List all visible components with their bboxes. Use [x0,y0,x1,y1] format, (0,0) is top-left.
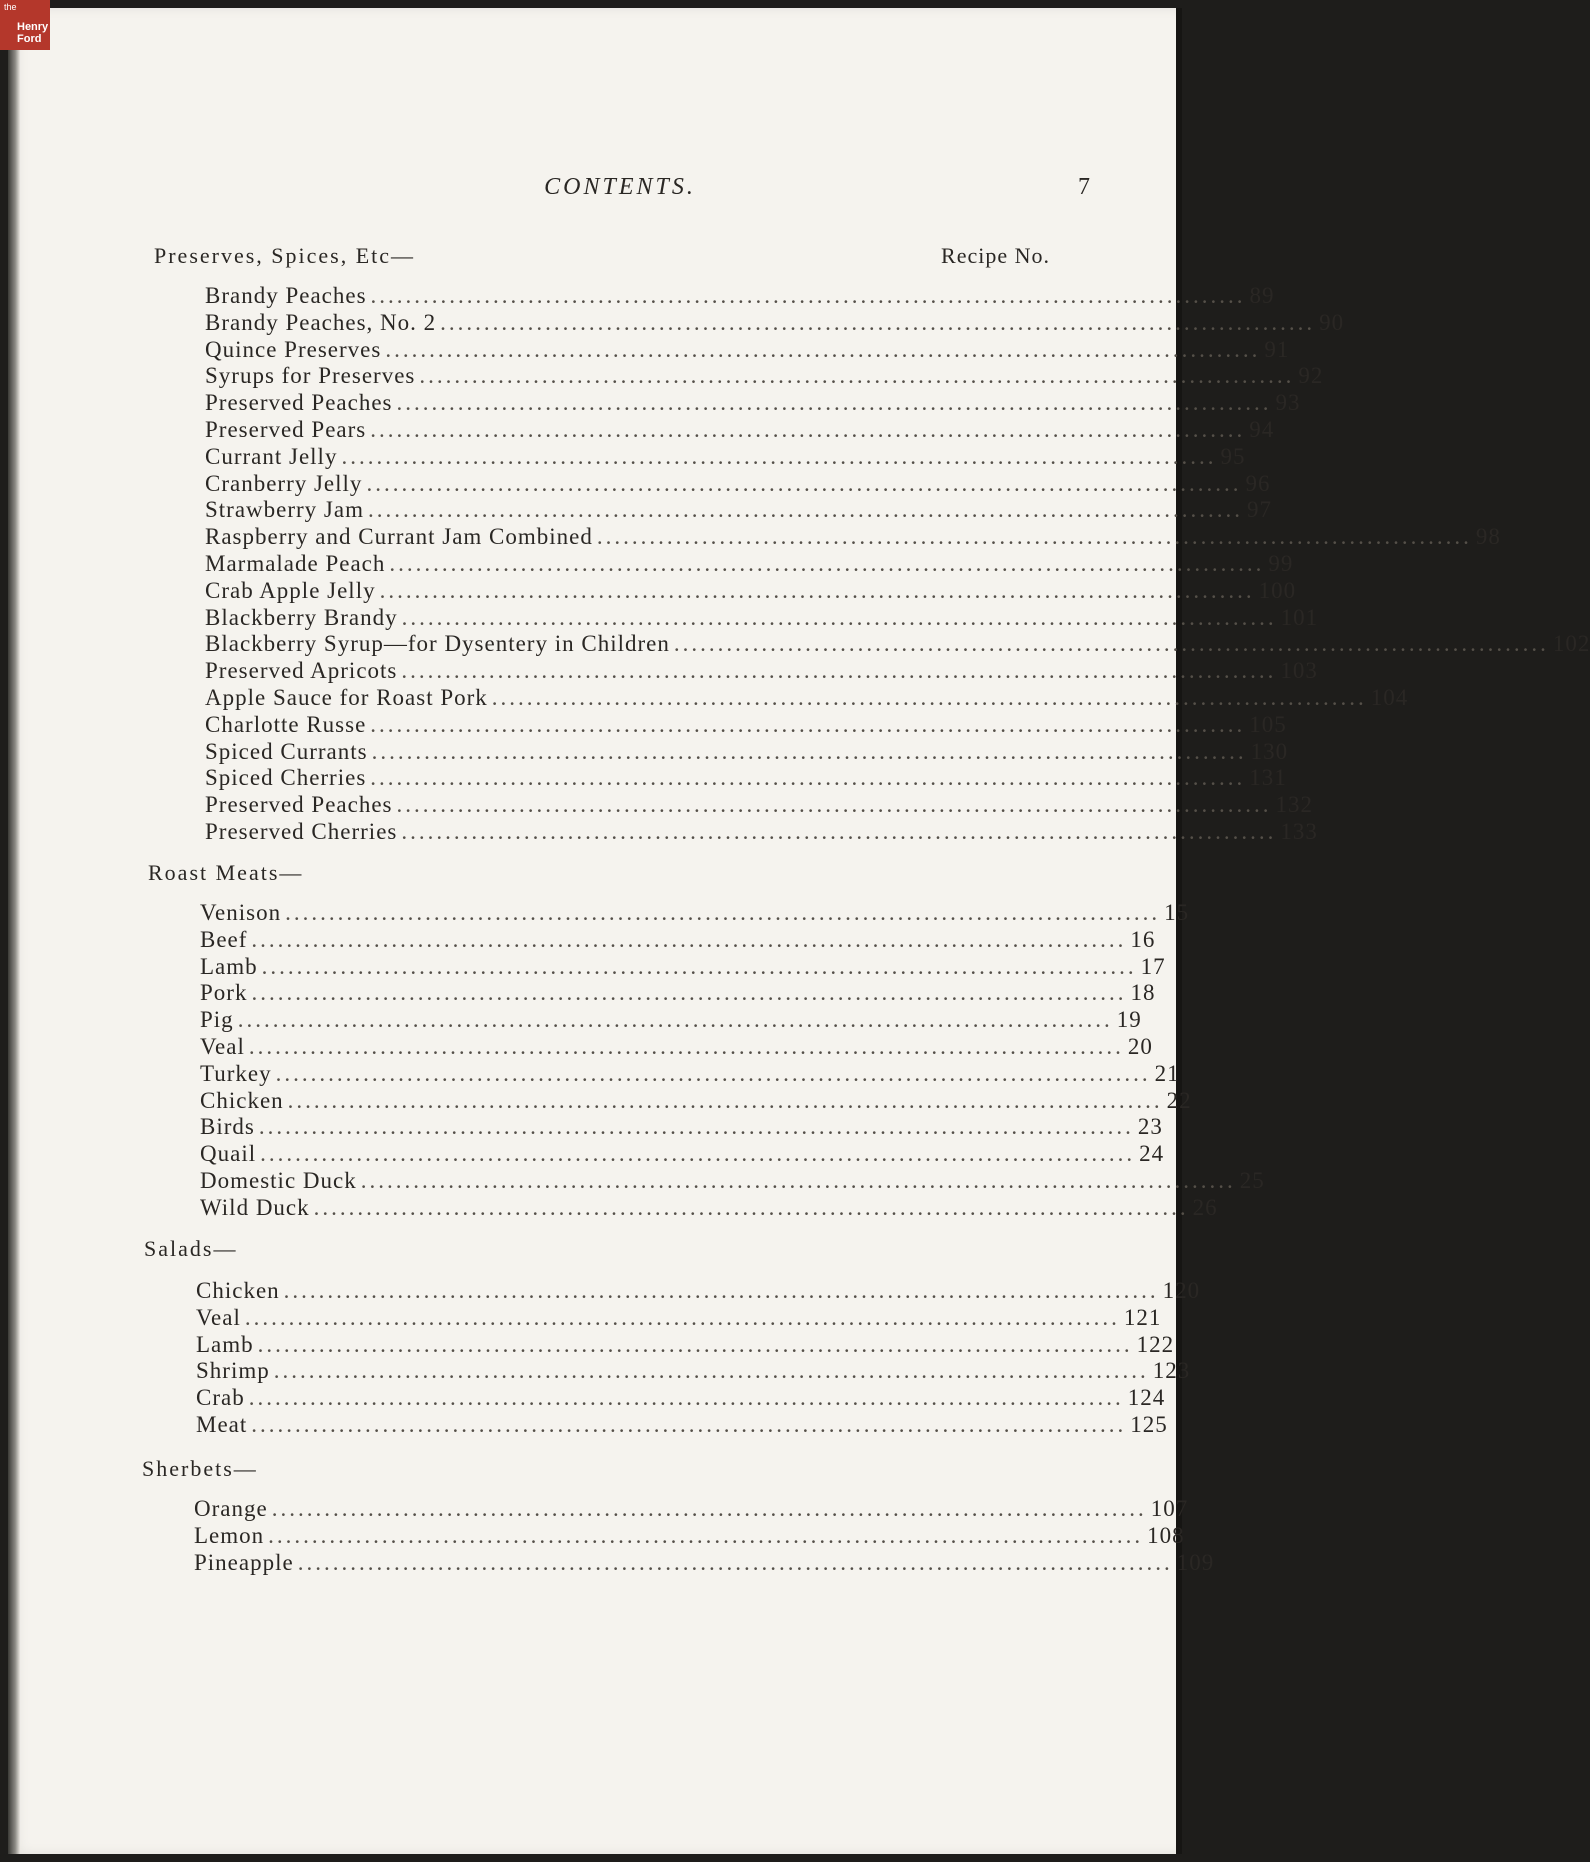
recipe-number: 100 [1258,577,1297,603]
dot-leader: .................................................................................................... [258,1114,1134,1140]
recipe-number: 123 [1152,1358,1191,1384]
recipe-number: 97 [1247,497,1272,523]
toc-entry [194,1496,1189,1523]
dot-leader: .................................................................................................... [673,631,1549,657]
toc-entry [200,980,1156,1007]
toc-entry-name: Veal [196,1304,241,1330]
toc-entry [205,685,1409,712]
toc-entry-name: Quince Preserves [205,336,382,362]
dot-leader: .................................................................................................... [248,1034,1124,1059]
toc-entry-name: Crab Apple Jelly [205,577,376,603]
toc-entry-name: Lemon [194,1522,265,1548]
dot-leader: .................................................................................................... [379,577,1255,603]
toc-entry-name: Preserved Pears [205,417,367,442]
recipe-number: 96 [1245,470,1271,496]
recipe-number: 120 [1162,1278,1201,1303]
section-title: Sherbets— [142,1456,258,1481]
dot-leader: .................................................................................................... [251,926,1127,952]
dot-leader: .................................................................................................... [440,309,1316,335]
toc-entry-name: Shrimp [196,1358,270,1384]
toc-entry-name: Venison [200,900,282,925]
dot-leader: .................................................................................................... [396,792,1272,818]
section-heading-preserves [154,243,1050,271]
toc-entry [205,417,1275,444]
toc-entry [194,1549,1215,1577]
dot-leader: .................................................................................................... [401,819,1277,844]
toc-entry [200,953,1166,981]
dot-leader: .................................................................................................... [366,470,1242,496]
dot-leader: .................................................................................................... [371,738,1247,764]
toc-entry-name: Birds [200,1114,255,1140]
toc-entry [205,765,1287,792]
toc-entry [200,1007,1142,1034]
page-header [150,174,1090,204]
section-heading-salads [144,1236,1050,1264]
toc-entry [205,658,1318,685]
dot-leader: .................................................................................................... [251,1412,1127,1437]
toc-entry-name: Preserved Apricots [205,658,398,684]
toc-entry-name: Preserved Peaches [205,792,393,818]
dot-leader: .................................................................................................... [261,953,1137,979]
logo-text-ford: Ford [17,33,42,45]
toc-entry-name: Apple Sauce for Roast Pork [205,685,488,710]
toc-entry [196,1331,1175,1359]
recipe-number: 101 [1280,604,1319,630]
toc-entry [196,1278,1201,1305]
dot-leader: .................................................................................................... [237,1007,1113,1033]
recipe-number: 93 [1275,390,1301,416]
toc-entry-name: Pig [200,1007,234,1033]
recipe-number: 20 [1127,1034,1153,1059]
recipe-number: 92 [1298,363,1324,389]
page-binding-edge [8,8,20,1854]
toc-entry [200,1114,1163,1141]
toc-entry-name: Raspberry and Currant Jam Combined [205,524,593,550]
toc-entry [200,1060,1180,1088]
toc-entry-name: Cranberry Jelly [205,470,363,496]
dot-leader: .................................................................................................... [271,1496,1147,1521]
toc-entry-name: Spiced Currants [205,738,368,764]
henry-ford-logo [0,0,50,50]
recipe-number: 90 [1319,309,1345,335]
recipe-number: 131 [1249,765,1287,791]
recipe-number: 121 [1123,1304,1162,1330]
toc-entry-name: Lamb [200,953,258,979]
toc-entry-name: Currant Jelly [205,443,338,469]
logo-text-the: the [4,2,17,12]
toc-entry-name: Blackberry Syrup—for Dysentery in Children [205,631,670,657]
recipe-number: 122 [1136,1331,1175,1357]
dot-leader: .................................................................................................... [596,524,1472,550]
dot-leader: .................................................................................................... [273,1358,1149,1384]
toc-entry-name: Turkey [200,1060,272,1086]
recipe-number: 23 [1137,1114,1163,1140]
recipe-number: 22 [1166,1087,1192,1113]
toc-entry [196,1358,1191,1385]
section-title: Preserves, Spices, Etc— [154,243,416,268]
dot-leader: .................................................................................................... [257,1331,1133,1357]
toc-entry [205,551,1294,578]
recipe-number: 26 [1192,1194,1218,1220]
toc-entry [200,1087,1192,1115]
recipe-number: 108 [1147,1522,1185,1548]
page-number: 7 [1078,174,1090,200]
dot-leader: .................................................................................................... [287,1087,1163,1113]
toc-entry-name: Pineapple [194,1549,294,1575]
section-heading-roast-meats [148,860,1050,888]
toc-entry [196,1304,1162,1332]
dot-leader: .................................................................................................... [401,604,1277,630]
toc-entry-name: Marmalade Peach [205,551,386,576]
toc-entry [205,577,1297,605]
toc-entry-name: Quail [200,1141,257,1167]
recipe-number: 130 [1250,738,1289,764]
recipe-number: 102 [1552,631,1590,657]
toc-entry [200,1141,1165,1168]
toc-entry-name: Wild Duck [200,1194,310,1220]
toc-entry [194,1522,1185,1550]
recipe-number: 98 [1475,524,1501,550]
dot-leader: .................................................................................................... [251,980,1127,1006]
dot-leader: .................................................................................................... [401,658,1277,684]
toc-entry [205,711,1287,739]
toc-entry [205,738,1289,766]
dot-leader: .................................................................................................... [244,1304,1120,1330]
toc-entry [200,1034,1153,1061]
recipe-number: 19 [1116,1007,1142,1033]
toc-entry [205,604,1319,632]
dot-leader: .................................................................................................... [370,283,1246,308]
logo-text-henry: Henry [17,21,49,33]
dot-leader: .................................................................................................... [313,1194,1189,1220]
section-title: Salads— [144,1236,238,1261]
dot-leader: .................................................................................................... [268,1522,1144,1548]
recipe-number: 94 [1249,417,1275,442]
toc-entry-name: Veal [200,1034,245,1059]
toc-entry [205,283,1275,310]
toc-entry-name: Beef [200,926,248,952]
toc-entry [205,363,1324,390]
toc-entry [200,900,1190,927]
recipe-number: 103 [1280,658,1318,684]
dot-leader: .................................................................................................... [370,417,1246,442]
toc-entry [205,792,1314,819]
recipe-number: 95 [1220,443,1246,469]
toc-entry [205,443,1246,471]
toc-entry [205,524,1501,551]
toc-entry [205,309,1345,337]
toc-entry-name: Spiced Cherries [205,765,367,791]
dot-leader: .................................................................................................... [341,443,1217,469]
toc-entry-name: Brandy Peaches, No. 2 [205,309,437,335]
toc-entry-name: Brandy Peaches [205,283,367,308]
dot-leader: .................................................................................................... [389,551,1265,576]
dot-leader: .................................................................................................... [360,1168,1236,1193]
toc-entry [200,926,1156,954]
dot-leader: .................................................................................................... [297,1549,1173,1575]
dot-leader: .................................................................................................... [385,336,1261,362]
recipe-number: 18 [1130,980,1156,1006]
section-title: Roast Meats— [148,860,304,885]
toc-entry-name: Meat [196,1412,248,1437]
toc-entry [205,497,1272,524]
recipe-number: 99 [1268,551,1294,576]
toc-entry-name: Chicken [200,1087,284,1113]
dot-leader: .................................................................................................... [370,765,1246,791]
toc-entry [196,1412,1168,1439]
recipe-no-label: Recipe No. [941,243,1050,268]
recipe-number: 125 [1130,1412,1168,1437]
recipe-number: 16 [1130,926,1156,952]
dot-leader: .................................................................................................... [283,1278,1159,1303]
toc-entry-name: Crab [196,1385,245,1411]
recipe-number: 132 [1275,792,1314,818]
recipe-number: 105 [1249,711,1287,737]
recipe-number: 89 [1249,283,1275,308]
dot-leader: .................................................................................................... [491,685,1367,710]
recipe-number: 124 [1127,1385,1166,1411]
dot-leader: .................................................................................................... [285,900,1161,925]
toc-entry [205,390,1301,417]
dot-leader: .................................................................................................... [368,497,1243,523]
recipe-number: 25 [1239,1168,1265,1193]
toc-entry-name: Chicken [196,1278,280,1303]
toc-entry [196,1385,1166,1412]
toc-entry [205,819,1318,846]
toc-entry-name: Strawberry Jam [205,497,364,523]
section-heading-sherbets [142,1456,1050,1484]
toc-entry-name: Domestic Duck [200,1168,357,1193]
toc-entry [205,631,1590,658]
recipe-number: 17 [1140,953,1166,979]
toc-entry [205,470,1271,498]
recipe-number: 133 [1280,819,1318,844]
recipe-number: 24 [1139,1141,1165,1167]
recipe-number: 104 [1370,685,1409,710]
dot-leader: .................................................................................................... [396,390,1272,416]
toc-entry-name: Lamb [196,1331,254,1357]
toc-entry-name: Blackberry Brandy [205,604,398,630]
toc-entry [200,1168,1265,1195]
toc-entry [205,336,1290,364]
recipe-number: 107 [1150,1496,1189,1521]
recipe-number: 15 [1164,900,1190,925]
recipe-number: 21 [1154,1060,1180,1086]
dot-leader: .................................................................................................... [275,1060,1151,1086]
dot-leader: .................................................................................................... [370,711,1246,737]
recipe-number: 109 [1176,1549,1215,1575]
recipe-number: 91 [1264,336,1290,362]
page-title: CONTENTS. [544,174,696,200]
dot-leader: .................................................................................................... [248,1385,1124,1411]
toc-entry-name: Pork [200,980,248,1006]
dot-leader: .................................................................................................... [419,363,1295,389]
toc-entry-name: Orange [194,1496,268,1521]
toc-entry-name: Syrups for Preserves [205,363,416,389]
dot-leader: .................................................................................................... [260,1141,1136,1167]
toc-entry [200,1194,1218,1222]
toc-entry-name: Preserved Cherries [205,819,398,844]
toc-entry-name: Preserved Peaches [205,390,393,416]
toc-entry-name: Charlotte Russe [205,711,367,737]
